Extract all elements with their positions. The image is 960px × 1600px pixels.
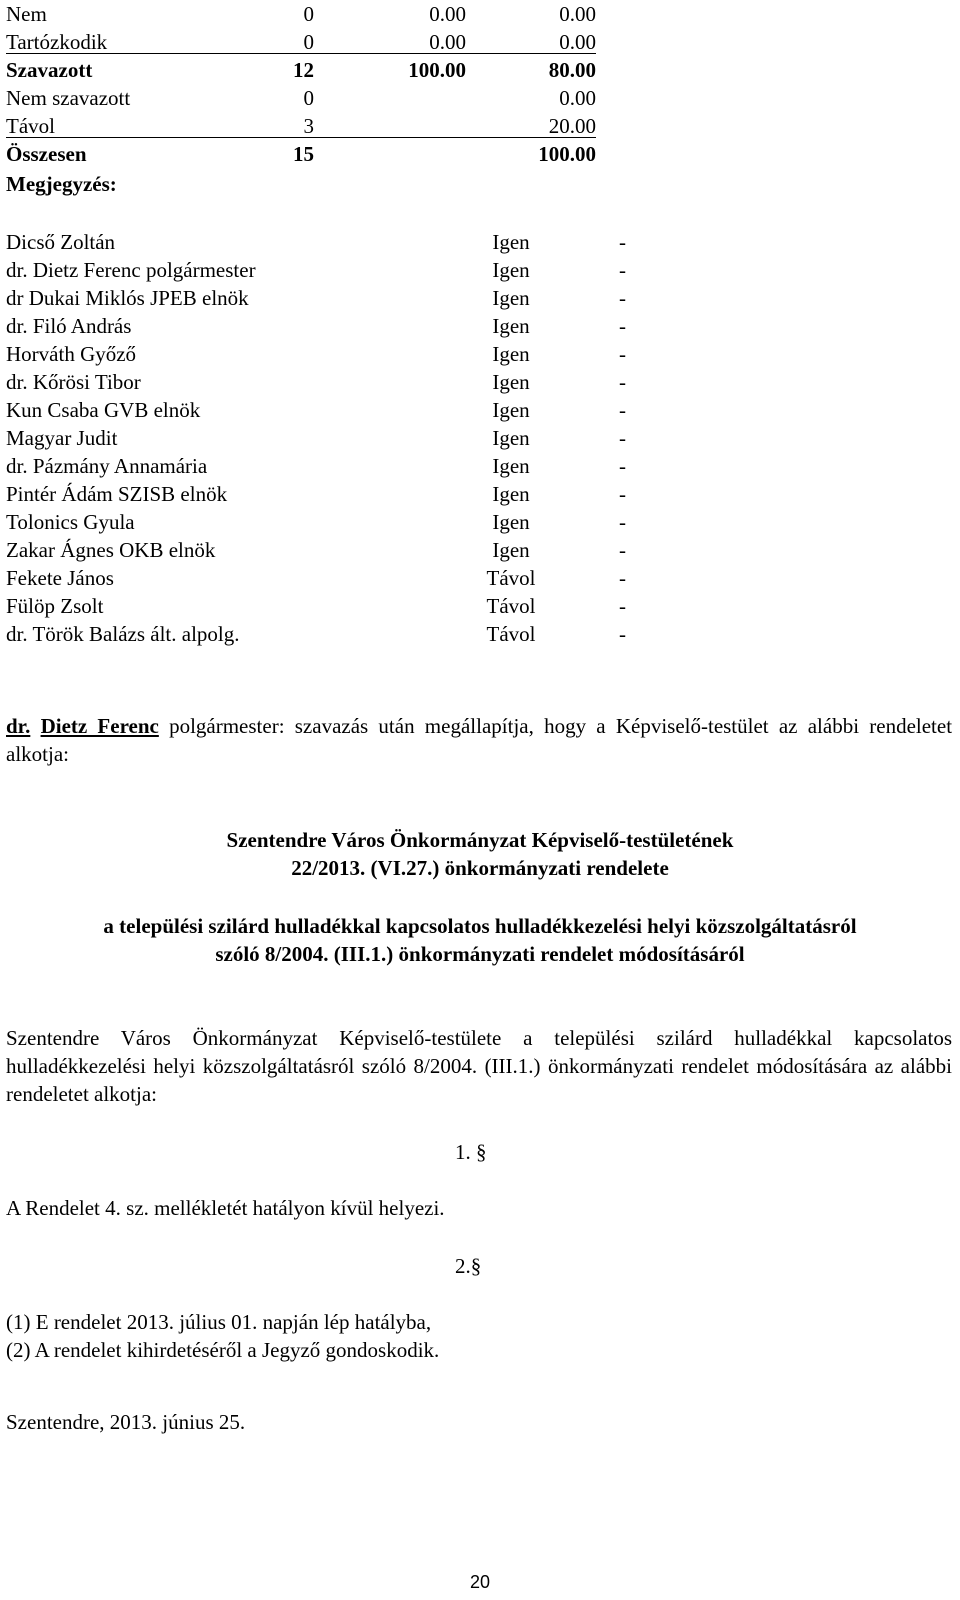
- member-vote: Igen: [492, 258, 530, 282]
- member-vote-extra: -: [619, 510, 626, 534]
- member-vote: Igen: [492, 426, 530, 450]
- summary-percent-total: 0.00: [559, 30, 596, 54]
- member-name: dr. Török Balázs ált. alpolg.: [6, 622, 240, 646]
- member-vote-extra: -: [619, 622, 626, 646]
- speaker-prefix: dr.: [6, 714, 31, 738]
- member-vote-extra: -: [619, 482, 626, 506]
- statement-text: polgármester: szavazás után megállapítja, hogy a Képviselő-testület az alábbi rendeletet alkotja:: [6, 714, 953, 766]
- member-name: Kun Csaba GVB elnök: [6, 398, 201, 422]
- list-item: [6, 368, 636, 396]
- note-label: Megjegyzés:: [6, 172, 117, 196]
- member-vote: Igen: [492, 286, 530, 310]
- list-item: [6, 340, 636, 368]
- mayor-statement: [6, 712, 952, 768]
- summary-percent-voted: 100.00: [408, 58, 466, 82]
- member-vote-extra: -: [619, 454, 626, 478]
- speaker-name: Dietz Ferenc: [40, 714, 159, 738]
- member-vote: Igen: [492, 510, 530, 534]
- summary-percent-voted: 0.00: [429, 2, 466, 26]
- member-name: Tolonics Gyula: [6, 510, 135, 534]
- summary-percent-total: 0.00: [559, 2, 596, 26]
- summary-label: Távol: [6, 114, 55, 138]
- member-vote: Igen: [492, 342, 530, 366]
- member-vote-extra: -: [619, 594, 626, 618]
- list-item: [6, 592, 636, 620]
- member-vote: Igen: [492, 314, 530, 338]
- summary-percent-voted: 0.00: [429, 30, 466, 54]
- page-number: 20: [469, 1572, 491, 1592]
- member-vote-extra: -: [619, 426, 626, 450]
- member-name: Fülöp Zsolt: [6, 594, 104, 618]
- decree-subject-line2: szóló 8/2004. (III.1.) önkormányzati rendelet módosításáról: [215, 942, 745, 966]
- section-1-heading: 1. §: [455, 1140, 487, 1164]
- decree-title-line1: Szentendre Város Önkormányzat Képviselő-testületének: [226, 828, 734, 852]
- list-item: [6, 256, 636, 284]
- list-item: [6, 564, 636, 592]
- list-item: [6, 396, 636, 424]
- summary-count: 12: [293, 58, 314, 82]
- member-vote: Távol: [486, 622, 536, 646]
- member-vote: Távol: [486, 594, 536, 618]
- summary-percent-total: 80.00: [548, 58, 596, 82]
- summary-count: 0: [303, 86, 314, 110]
- summary-row: [6, 0, 596, 26]
- member-vote: Igen: [492, 230, 530, 254]
- member-vote: Igen: [492, 398, 530, 422]
- member-vote-extra: -: [619, 230, 626, 254]
- list-item: [6, 312, 636, 340]
- member-vote-extra: -: [619, 566, 626, 590]
- member-name: dr. Filó András: [6, 314, 132, 338]
- section-2-item-2: (2) A rendelet kihirdetéséről a Jegyző gondoskodik.: [6, 1338, 440, 1362]
- section-2-heading: 2.§: [455, 1254, 482, 1278]
- summary-row: [6, 56, 596, 82]
- list-item: [6, 452, 636, 480]
- summary-label: Nem: [6, 2, 47, 26]
- list-item: [6, 508, 636, 536]
- member-vote-extra: -: [619, 370, 626, 394]
- decree-preamble: Szentendre Város Önkormányzat Képviselő-testülete a települési szilárd hulladékkal kapcsolatos hulladékkezelési helyi közszolgáltatásról szóló 8/2004. (III.1.) önkormányzati rendelet módosítására az alábbi rendeletet alkotja:: [6, 1026, 952, 1106]
- member-name: Dicső Zoltán: [6, 230, 116, 254]
- list-item: [6, 620, 636, 648]
- list-item: [6, 536, 636, 564]
- member-vote: Igen: [492, 538, 530, 562]
- summary-row: [6, 140, 596, 166]
- member-vote: Távol: [486, 566, 536, 590]
- member-vote: Igen: [492, 370, 530, 394]
- member-vote-extra: -: [619, 342, 626, 366]
- member-name: Zakar Ágnes OKB elnök: [6, 538, 216, 562]
- section-2-item-1: (1) E rendelet 2013. július 01. napján lép hatályba,: [6, 1310, 432, 1334]
- summary-percent-total: 100.00: [538, 142, 596, 166]
- summary-percent-total: 0.00: [559, 86, 596, 110]
- summary-count: 0: [303, 30, 314, 54]
- decree-title-line2: 22/2013. (VI.27.) önkormányzati rendelete: [291, 856, 669, 880]
- member-name: dr. Kőrösi Tibor: [6, 370, 141, 394]
- place-date: Szentendre, 2013. június 25.: [6, 1410, 246, 1434]
- member-vote: Igen: [492, 454, 530, 478]
- member-vote-extra: -: [619, 258, 626, 282]
- member-name: Pintér Ádám SZISB elnök: [6, 482, 228, 506]
- member-name: Fekete János: [6, 566, 114, 590]
- summary-row: [6, 28, 596, 54]
- list-item: [6, 424, 636, 452]
- member-vote-extra: -: [619, 398, 626, 422]
- summary-label: Szavazott: [6, 58, 93, 82]
- section-1-text: A Rendelet 4. sz. mellékletét hatályon kívül helyezi.: [6, 1196, 445, 1220]
- member-name: dr Dukai Miklós JPEB elnök: [6, 286, 249, 310]
- summary-percent-total: 20.00: [548, 114, 596, 138]
- summary-row: [6, 84, 596, 110]
- member-name: Magyar Judit: [6, 426, 118, 450]
- member-vote-extra: -: [619, 314, 626, 338]
- summary-row: [6, 112, 596, 138]
- list-item: [6, 284, 636, 312]
- decree-subject-line1: a települési szilárd hulladékkal kapcsolatos hulladékkezelési helyi közszolgáltatásról: [103, 914, 857, 938]
- summary-count: 3: [303, 114, 314, 138]
- summary-label: Nem szavazott: [6, 86, 131, 110]
- member-name: dr. Dietz Ferenc polgármester: [6, 258, 256, 282]
- summary-label: Összesen: [6, 142, 87, 166]
- member-name: Horváth Győző: [6, 342, 137, 366]
- member-name: dr. Pázmány Annamária: [6, 454, 208, 478]
- member-vote-extra: -: [619, 286, 626, 310]
- list-item: [6, 480, 636, 508]
- summary-count: 15: [293, 142, 314, 166]
- member-vote: Igen: [492, 482, 530, 506]
- list-item: [6, 228, 636, 256]
- member-vote-extra: -: [619, 538, 626, 562]
- summary-label: Tartózkodik: [6, 30, 108, 54]
- summary-count: 0: [303, 2, 314, 26]
